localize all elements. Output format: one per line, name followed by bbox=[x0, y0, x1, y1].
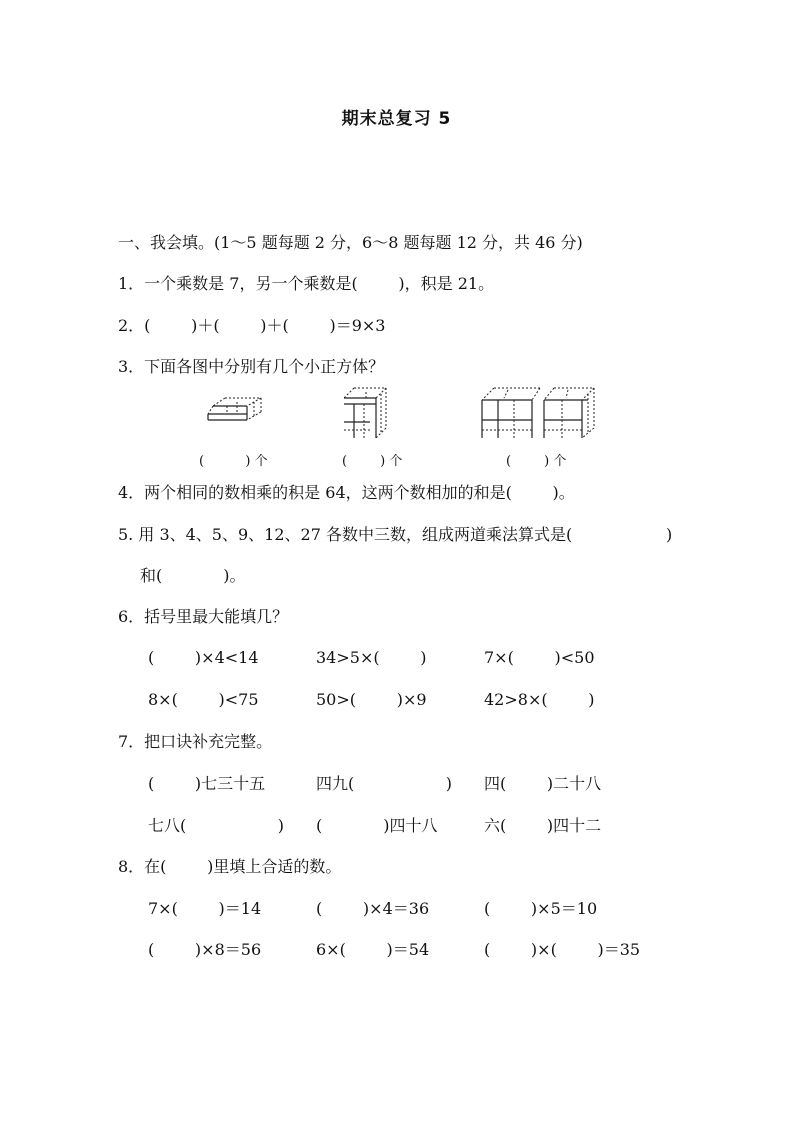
q6-item: 42>8×( ) bbox=[484, 690, 595, 709]
cube-stack-flat-icon bbox=[205, 392, 265, 432]
question-1: 1．一个乘数是 7，另一个乘数是( )，积是 21。 bbox=[118, 274, 495, 293]
question-4: 4．两个相同的数相乘的积是 64，这两个数相加的和是( )。 bbox=[118, 483, 575, 502]
figure-3-answer: ( ) 个 bbox=[506, 454, 567, 469]
question-7: 7．把口诀补充完整。 bbox=[118, 732, 273, 751]
question-5-line-1: 5. 用 3、4、5、9、12、27 各数中三数，组成两道乘法算式是( bbox=[118, 525, 573, 544]
q8-item: ( )×4＝36 bbox=[316, 899, 430, 918]
q6-item: 50>( )×9 bbox=[316, 690, 427, 709]
figure-1-answer: ( ) 个 bbox=[199, 454, 268, 469]
q8-item: 7×( )＝14 bbox=[148, 899, 262, 918]
question-3: 3．下面各图中分别有几个小正方体？ bbox=[118, 357, 385, 376]
q6-item: ( )×4<14 bbox=[148, 648, 259, 667]
question-5-close-paren: ) bbox=[666, 525, 673, 544]
question-8: 8．在( )里填上合适的数。 bbox=[118, 857, 342, 876]
cube-stack-tall-icon bbox=[340, 384, 392, 444]
q7-item: 四九( ) bbox=[316, 774, 453, 793]
q7-item: ( )七三十五 bbox=[148, 774, 266, 793]
q7-item: 六( )四十二 bbox=[484, 816, 602, 835]
figure-2-answer: ( ) 个 bbox=[342, 454, 403, 469]
q7-item: 七八( ) bbox=[148, 816, 285, 835]
q6-item: 7×( )<50 bbox=[484, 648, 595, 667]
q8-item: 6×( )＝54 bbox=[316, 940, 430, 959]
question-6: 6．括号里最大能填几？ bbox=[118, 607, 289, 626]
q8-item: ( )×8＝56 bbox=[148, 940, 262, 959]
page-title: 期末总复习 5 bbox=[341, 109, 452, 129]
cube-stack-double-icon bbox=[478, 382, 602, 442]
q6-item: 34>5×( ) bbox=[316, 648, 427, 667]
q6-item: 8×( )<75 bbox=[148, 690, 259, 709]
q7-item: 四( )二十八 bbox=[484, 774, 602, 793]
section-heading: 一、我会填。(1～5 题每题 2 分，6～8 题每题 12 分，共 46 分) bbox=[118, 233, 583, 252]
q8-item: ( )×5＝10 bbox=[484, 899, 598, 918]
question-5-line-2: 和( )。 bbox=[140, 566, 246, 585]
q8-item: ( )×( )＝35 bbox=[484, 940, 641, 959]
q7-item: ( )四十八 bbox=[316, 816, 438, 835]
question-2: 2．( )＋( )＋( )＝9×3 bbox=[118, 316, 386, 335]
